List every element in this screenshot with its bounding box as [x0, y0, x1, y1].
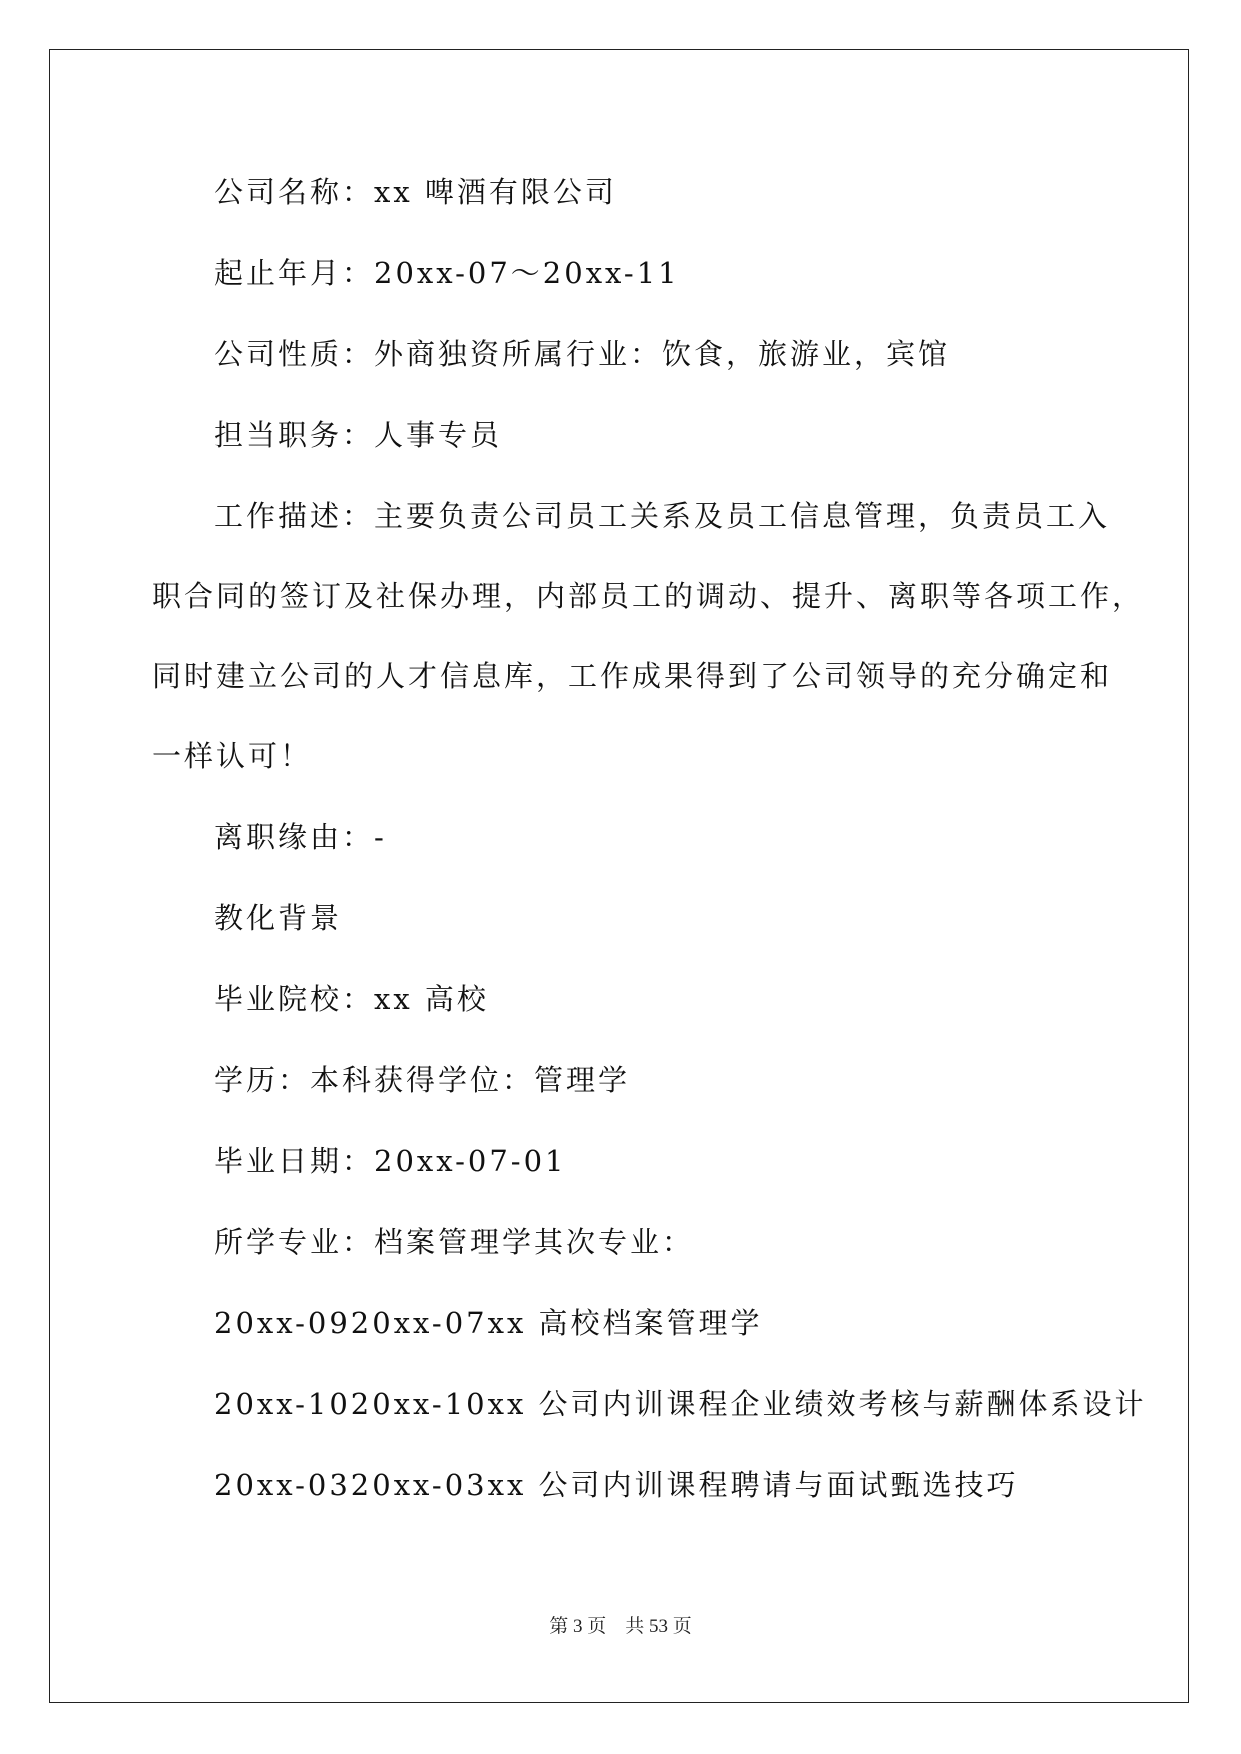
job-description-line-1: 工作描述：主要负责公司员工关系及员工信息管理，负责员工入	[214, 499, 1111, 533]
graduation-date-line: 毕业日期：20xx-07-01	[214, 1144, 567, 1178]
job-description-line-3: 同时建立公司的人才信息库，工作成果得到了公司领导的充分确定和	[152, 659, 1113, 693]
page-footer	[0, 1611, 1241, 1638]
major-line: 所学专业：档案管理学其次专业：	[214, 1225, 695, 1259]
page-border	[49, 49, 1189, 1703]
job-description-line-4: 一样认可！	[152, 739, 313, 773]
training-line-2: 20xx-1020xx-10xx 公司内训课程企业绩效考核与薪酬体系设计	[214, 1387, 1147, 1421]
company-name-line: 公司名称：xx 啤酒有限公司	[214, 175, 617, 209]
degree-line: 学历：本科获得学位：管理学	[214, 1063, 631, 1097]
leave-reason-line: 离职缘由：-	[214, 820, 387, 854]
school-line: 毕业院校：xx 高校	[214, 982, 489, 1016]
training-line-3: 20xx-0320xx-03xx 公司内训课程聘请与面试甄选技巧	[214, 1468, 1019, 1502]
page-number: 第 3 页	[549, 1616, 607, 1637]
position-line: 担当职务：人事专员	[214, 418, 503, 452]
education-heading: 教化背景	[214, 901, 343, 935]
page-total: 共 53 页	[625, 1616, 692, 1637]
training-line-1: 20xx-0920xx-07xx 高校档案管理学	[214, 1306, 763, 1340]
period-line: 起止年月：20xx-07～20xx-11	[214, 256, 680, 290]
job-description-line-2: 职合同的签订及社保办理，内部员工的调动、提升、离职等各项工作，	[152, 579, 1145, 613]
company-type-line: 公司性质：外商独资所属行业：饮食，旅游业，宾馆	[214, 337, 951, 371]
